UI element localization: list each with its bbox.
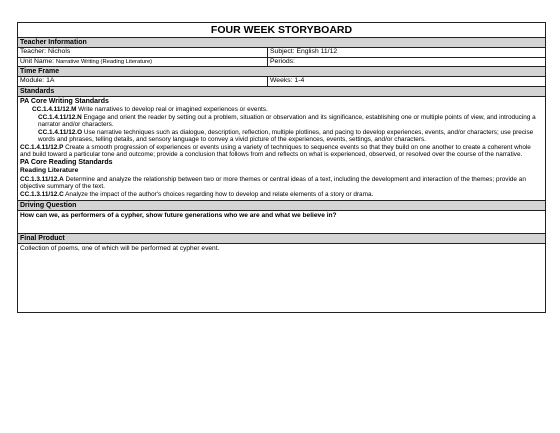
module-field: Module: 1A — [18, 77, 268, 87]
standard-code: CC.1.4.11/12.M — [32, 105, 77, 113]
unit-name-value: Narrative Writing (Reading Literature) — [55, 58, 153, 65]
periods-field: Periods: — [268, 57, 546, 67]
standard-text: Analyze the impact of the author's choices regarding how to develop and relate elements of a story or drama. — [63, 191, 374, 199]
writing-standard-o — [20, 129, 543, 144]
driving-question-text: How can we, as performers of a cypher, show future generations who we are and what we believe in? — [18, 210, 546, 233]
unit-name-label: Unit Name: — [20, 57, 56, 65]
page-title: FOUR WEEK STORYBOARD — [18, 23, 546, 38]
standards-body — [18, 96, 546, 200]
reading-standard-a — [20, 176, 543, 191]
standard-code: CC.1.3.11/12.A — [20, 175, 64, 183]
unit-name-field — [18, 57, 268, 67]
standard-text: Engage and orient the reader by setting out a problem, situation or observation and its significance, establishing one or multiple points of view, and introducing a narrator and/or characters. — [38, 113, 536, 129]
standards-header: Standards — [18, 86, 546, 96]
subject-field: Subject: English 11/12 — [268, 48, 546, 58]
teacher-info-header: Teacher Information — [18, 38, 546, 48]
writing-standard-m — [20, 106, 543, 114]
storyboard-sheet — [17, 22, 545, 313]
writing-standard-n — [20, 114, 543, 129]
final-product-text: Collection of poems, one of which will be performed at cypher event. — [18, 243, 546, 312]
reading-standards-title: PA Core Reading Standards — [20, 159, 113, 167]
standard-code: CC.1.3.11/12.C — [20, 191, 64, 199]
driving-question-header: Driving Question — [18, 200, 546, 210]
standard-text: Determine and analyze the relationship between two or more themes or central ideas of a text, including the development and interaction of the themes; provide an objective summary of the text. — [20, 175, 526, 191]
weeks-field: Weeks: 1-4 — [268, 77, 546, 87]
reading-standard-c — [20, 191, 543, 199]
standard-text: Create a smooth progression of experiences or events using a variety of techniques to sequence events so that they build on one another to create a coherent whole and build toward a particular tone and outcome; provide a conclusion that follows from and reflects on what is experienced, observed, or resolved over the course of the narrative. — [20, 143, 531, 159]
standard-code: CC.1.4.11/12.P — [20, 143, 64, 151]
time-frame-header: Time Frame — [18, 67, 546, 77]
writing-standard-p — [20, 144, 543, 159]
standard-text: Use narrative techniques such as dialogue, description, reflection, multiple plotlines, and pacing to develop experiences, events, and/or characters; use precise words and phrases, telling details, and sensory language to convey a vivid picture of the experiences, events, settings, and/or characters. — [38, 128, 534, 144]
standard-code: CC.1.4.11/12.N — [38, 113, 82, 121]
writing-standards-title: PA Core Writing Standards — [20, 97, 109, 105]
final-product-header: Final Product — [18, 233, 546, 243]
standard-text: Write narratives to develop real or imagined experiences or events. — [76, 105, 268, 113]
reading-literature-subtitle: Reading Literature — [20, 167, 79, 175]
standard-code: CC.1.4.11/12.O — [38, 128, 83, 136]
storyboard-table — [17, 22, 546, 313]
teacher-field: Teacher: Nichols — [18, 48, 268, 58]
